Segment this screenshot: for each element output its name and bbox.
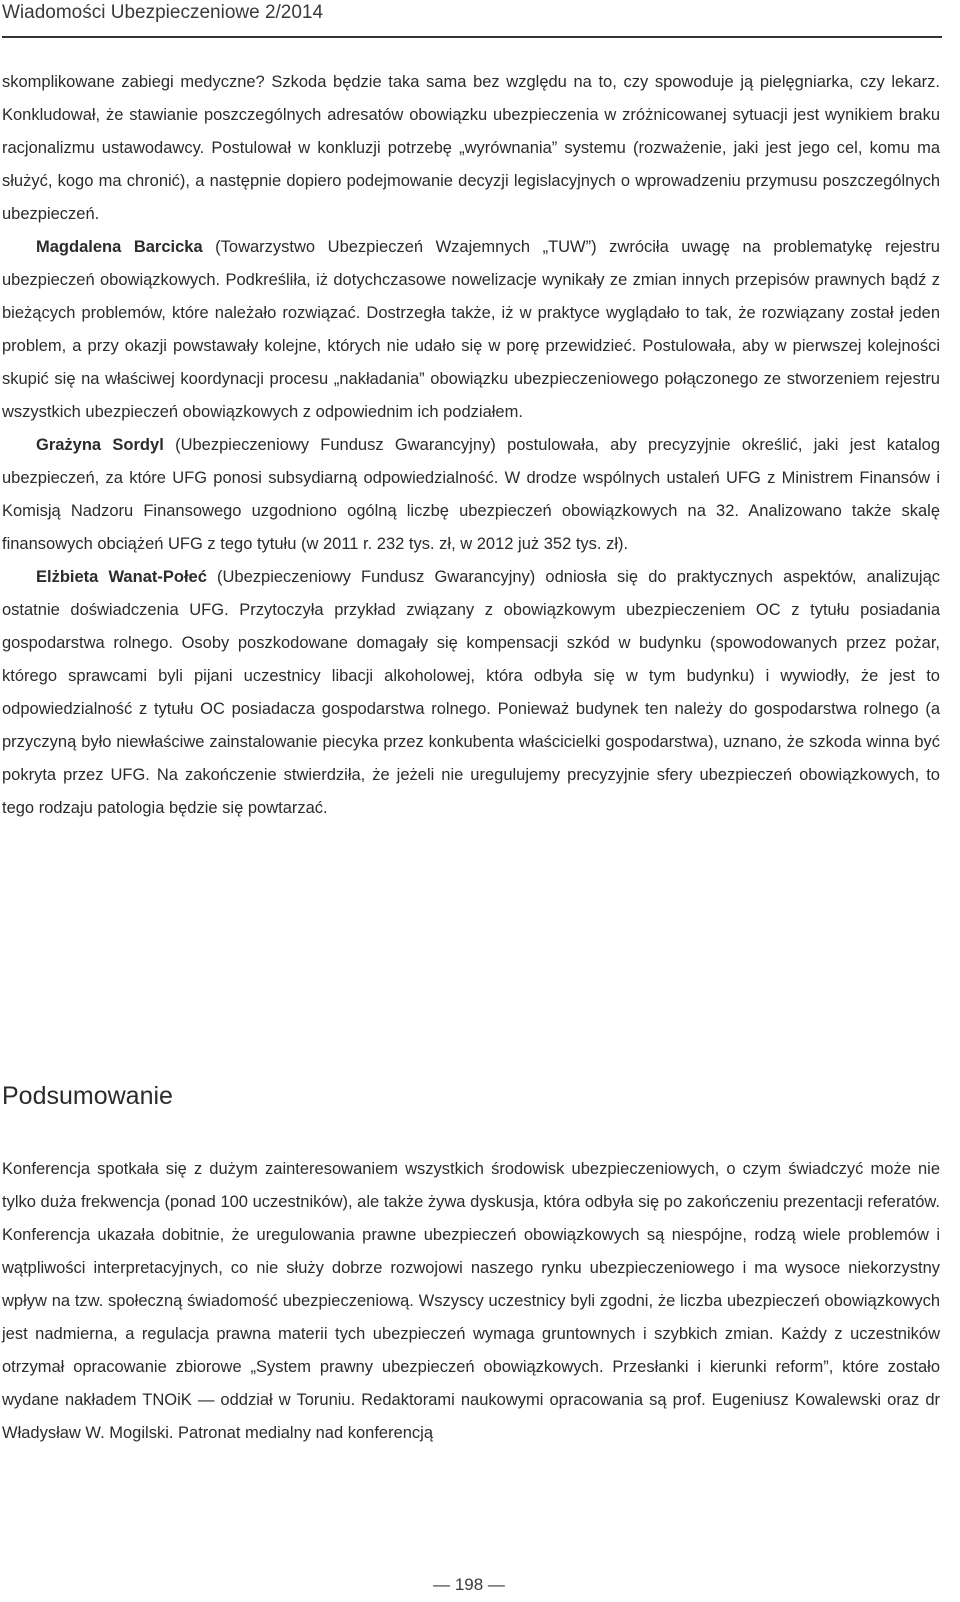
paragraph-text: (Towarzystwo Ubezpieczeń Wzajemnych „TUW”) zwróciła uwagę na problematykę rejestru ubezpieczeń obowiązkowych. Podkreśliła, iż dotychczasowe nowelizacje wynikały ze zmian innych przepisów prawnych bądź z bieżących problemów, które należało rozwiązać. Dostrzegła także, iż w praktyce wyglądało to tak, że rozwiązany został jeden problem, a przy okazji powstawały kolejne, których nie udało się w porę przewidzieć. Postulowała, aby w pierwszej kolejności skupić się na właściwej koordynacji procesu „nakładania” obowiązku ubezpieczeniowego połączonego ze stworzeniem rejestru wszystkich ubezpieczeń obowiązkowych z odpowiednim ich podziałem. bbox=[2, 238, 940, 421]
paragraph-text: (Ubezpieczeniowy Fundusz Gwarancyjny) odniosła się do praktycznych aspektów, analizując ostatnie doświadczenia UFG. Przytoczyła przykład związany z obowiązkowym ubezpieczeniem OC z tytułu posiadania gospodarstwa rolnego. Osoby poszkodowane domagały się kompensacji szkód w budynku (spowodowanych przez pożar, którego sprawcami byli pijani uczestnicy libacji alkoholowej, która odbyła się w tym budynku) i wywiodły, że jest to odpowiedzialność z tytułu OC posiadacza gospodarstwa rolnego. Ponieważ budynek ten należy do gospodarstwa rolnego (a przyczyną było niewłaściwe zainstalowanie piecyka przez konkubenta właścicielki gospodarstwa), uznano, że szkoda winna być pokryta przez UFG. Na zakończenie stwierdziła, że jeżeli nie uregulujemy precyzyjnie sfery ubezpieczeń obowiązkowych, to tego rodzaju patologia będzie się powtarzać. bbox=[2, 568, 940, 817]
speaker-name: Magdalena Barcicka bbox=[36, 238, 203, 256]
article-body bbox=[2, 66, 940, 825]
page-header bbox=[2, 0, 942, 38]
speaker-name: Elżbieta Wanat-Połeć bbox=[36, 568, 207, 586]
section-heading: Podsumowanie bbox=[2, 1082, 173, 1110]
summary-paragraph: Konferencja spotkała się z dużym zainteresowaniem wszystkich środowisk ubezpieczeniowych, o czym świadczyć może nie tylko duża frekwencja (ponad 100 uczestników), ale także żywa dyskusja, która odbyła się po zakończeniu prezentacji referatów. Konferencja ukazała dobitnie, że uregulowania prawne ubezpieczeń obowiązkowych są niespójne, rodzą wiele problemów i wątpliwości interpretacyjnych, co nie służy dobrze rozwojowi naszego rynku ubezpieczeniowego i ma wysoce niekorzystny wpływ na tzw. społeczną świadomość ubezpieczeniową. Wszyscy uczestnicy byli zgodni, że liczba ubezpieczeń obowiązkowych jest nadmierna, a regulacja prawna materii tych ubezpieczeń wymaga gruntownych i szybkich zmian. Każdy z uczestników otrzymał opracowanie zbiorowe „System prawny ubezpieczeń obowiązkowych. Przesłanki i kierunki reform”, które zostało wydane nakładem TNOiK — oddział w Toruniu. Redaktorami naukowymi opracowania są prof. Eugeniusz Kowalewski oraz dr Władysław W. Mogilski. Patronat medialny nad konferencją bbox=[2, 1160, 940, 1442]
paragraph-sordyl bbox=[2, 429, 940, 561]
paragraph-barcicka bbox=[2, 231, 940, 429]
page-number: — 198 — bbox=[433, 1575, 505, 1594]
paragraph-continuation: skomplikowane zabiegi medyczne? Szkoda będzie taka sama bez względu na to, czy spowoduje ją pielęgniarka, czy lekarz. Konkludował, że stawianie poszczególnych adresatów obowiązku ubezpieczenia w zróżnicowanej sytuacji jest wynikiem braku racjonalizmu ustawodawcy. Postulował w konkluzji potrzebę „wyrównania” systemu (rozważenie, jaki jest jego cel, komu ma służyć, kogo ma chronić), a następnie dopiero podejmowanie decyzji legislacyjnych o wprowadzeniu przymusu poszczególnych ubezpieczeń. bbox=[2, 73, 940, 223]
journal-title: Wiadomości Ubezpieczeniowe 2/2014 bbox=[2, 2, 324, 23]
summary-section bbox=[2, 1153, 940, 1450]
paragraph-wanat-polec bbox=[2, 561, 940, 825]
speaker-name: Grażyna Sordyl bbox=[36, 436, 164, 454]
paragraph-text: (Ubezpieczeniowy Fundusz Gwarancyjny) postulowała, aby precyzyjnie określić, jaki jest katalog ubezpieczeń, za które UFG ponosi subsydiarną odpowiedzialność. W drodze wspólnych ustaleń UFG z Ministrem Finansów i Komisją Nadzoru Finansowego uzgodniono ogólną liczbę ubezpieczeń obowiązkowych na 32. Analizowano także skalę finansowych obciążeń UFG z tego tytułu (w 2011 r. 232 tys. zł, w 2012 już 352 tys. zł). bbox=[2, 436, 940, 553]
